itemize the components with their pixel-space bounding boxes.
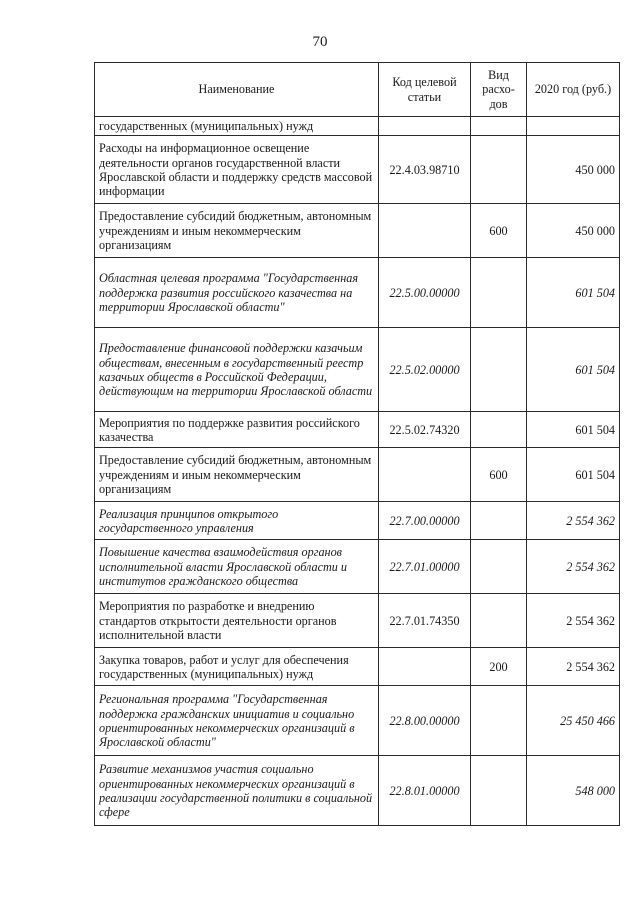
- cell-name: Региональная программа "Государственная поддержка гражданских инициатив и социально ориентированных некоммерческих организаций в Ярославской области": [95, 686, 379, 756]
- cell-name: Предоставление субсидий бюджетным, автономным учреждениям и иным некоммерческим организациям: [95, 204, 379, 258]
- table-row: [95, 328, 620, 412]
- cell-sum: 450 000: [527, 204, 620, 258]
- cell-code: 22.7.01.74350: [379, 594, 471, 648]
- cell-code: 22.8.01.00000: [379, 756, 471, 826]
- cell-name: Закупка товаров, работ и услуг для обеспечения государственных (муниципальных) нужд: [95, 648, 379, 686]
- cell-name: Реализация принципов открытого государственного управления: [95, 502, 379, 540]
- table-row: [95, 412, 620, 448]
- cell-name: Мероприятия по поддержке развития российского казачества: [95, 412, 379, 448]
- cell-sum: 548 000: [527, 756, 620, 826]
- cell-name: Областная целевая программа "Государственная поддержка развития российского казачества на территории Ярославской области": [95, 258, 379, 328]
- cell-code: 22.8.00.00000: [379, 686, 471, 756]
- cell-sum: 601 504: [527, 258, 620, 328]
- table-header-row: [95, 63, 620, 117]
- cell-type: [471, 328, 527, 412]
- cell-type: [471, 756, 527, 826]
- cell-type: [471, 117, 527, 136]
- page-number: 70: [312, 34, 328, 50]
- cell-type: [471, 136, 527, 204]
- cell-code: 22.4.03.98710: [379, 136, 471, 204]
- cell-name: Предоставление субсидий бюджетным, автономным учреждениям и иным некоммерческим организациям: [95, 448, 379, 502]
- cell-sum: 601 504: [527, 448, 620, 502]
- cell-code: [379, 648, 471, 686]
- cell-code: 22.7.00.00000: [379, 502, 471, 540]
- cell-type: [471, 412, 527, 448]
- header-code: Код целевой статьи: [379, 63, 471, 117]
- cell-name: Мероприятия по разработке и внедрению стандартов открытости деятельности органов исполнительной власти: [95, 594, 379, 648]
- budget-table: [94, 62, 620, 826]
- table-row: [95, 117, 620, 136]
- cell-code: 22.5.02.00000: [379, 328, 471, 412]
- cell-code: [379, 204, 471, 258]
- cell-code: 22.5.02.74320: [379, 412, 471, 448]
- cell-name: Развитие механизмов участия социально ориентированных некоммерческих организаций в реализации государственной политики в социальной сфере: [95, 756, 379, 826]
- cell-sum: 2 554 362: [527, 648, 620, 686]
- table-row: [95, 540, 620, 594]
- table-row: [95, 204, 620, 258]
- cell-name: государственных (муниципальных) нужд: [95, 117, 379, 136]
- cell-name: Расходы на информационное освещение деятельности органов государственной власти Ярославской области и поддержку средств массовой информации: [95, 136, 379, 204]
- cell-type: [471, 686, 527, 756]
- cell-code: [379, 448, 471, 502]
- cell-type: [471, 258, 527, 328]
- cell-type: 600: [471, 204, 527, 258]
- cell-type: [471, 540, 527, 594]
- cell-sum: 25 450 466: [527, 686, 620, 756]
- cell-type: [471, 502, 527, 540]
- table-row: [95, 594, 620, 648]
- cell-name: Повышение качества взаимодействия органов исполнительной власти Ярославской области и институтов гражданского общества: [95, 540, 379, 594]
- cell-type: [471, 594, 527, 648]
- table-row: [95, 686, 620, 756]
- cell-sum: 601 504: [527, 328, 620, 412]
- cell-sum: 2 554 362: [527, 594, 620, 648]
- header-name: Наименование: [95, 63, 379, 117]
- table-row: [95, 648, 620, 686]
- header-sum: 2020 год (руб.): [527, 63, 620, 117]
- table-row: [95, 136, 620, 204]
- table-row: [95, 756, 620, 826]
- cell-code: 22.5.00.00000: [379, 258, 471, 328]
- cell-name: Предоставление финансовой поддержки казачьим обществам, внесенным в государственный реестр казачьих обществ в Российской Федерации, действующим на территории Ярославской области: [95, 328, 379, 412]
- table-row: [95, 448, 620, 502]
- cell-code: [379, 117, 471, 136]
- cell-type: 200: [471, 648, 527, 686]
- cell-sum: 2 554 362: [527, 502, 620, 540]
- cell-sum: [527, 117, 620, 136]
- cell-type: 600: [471, 448, 527, 502]
- header-type: Вид расхо-дов: [471, 63, 527, 117]
- cell-sum: 2 554 362: [527, 540, 620, 594]
- cell-code: 22.7.01.00000: [379, 540, 471, 594]
- cell-sum: 601 504: [527, 412, 620, 448]
- table-row: [95, 258, 620, 328]
- table-row: [95, 502, 620, 540]
- cell-sum: 450 000: [527, 136, 620, 204]
